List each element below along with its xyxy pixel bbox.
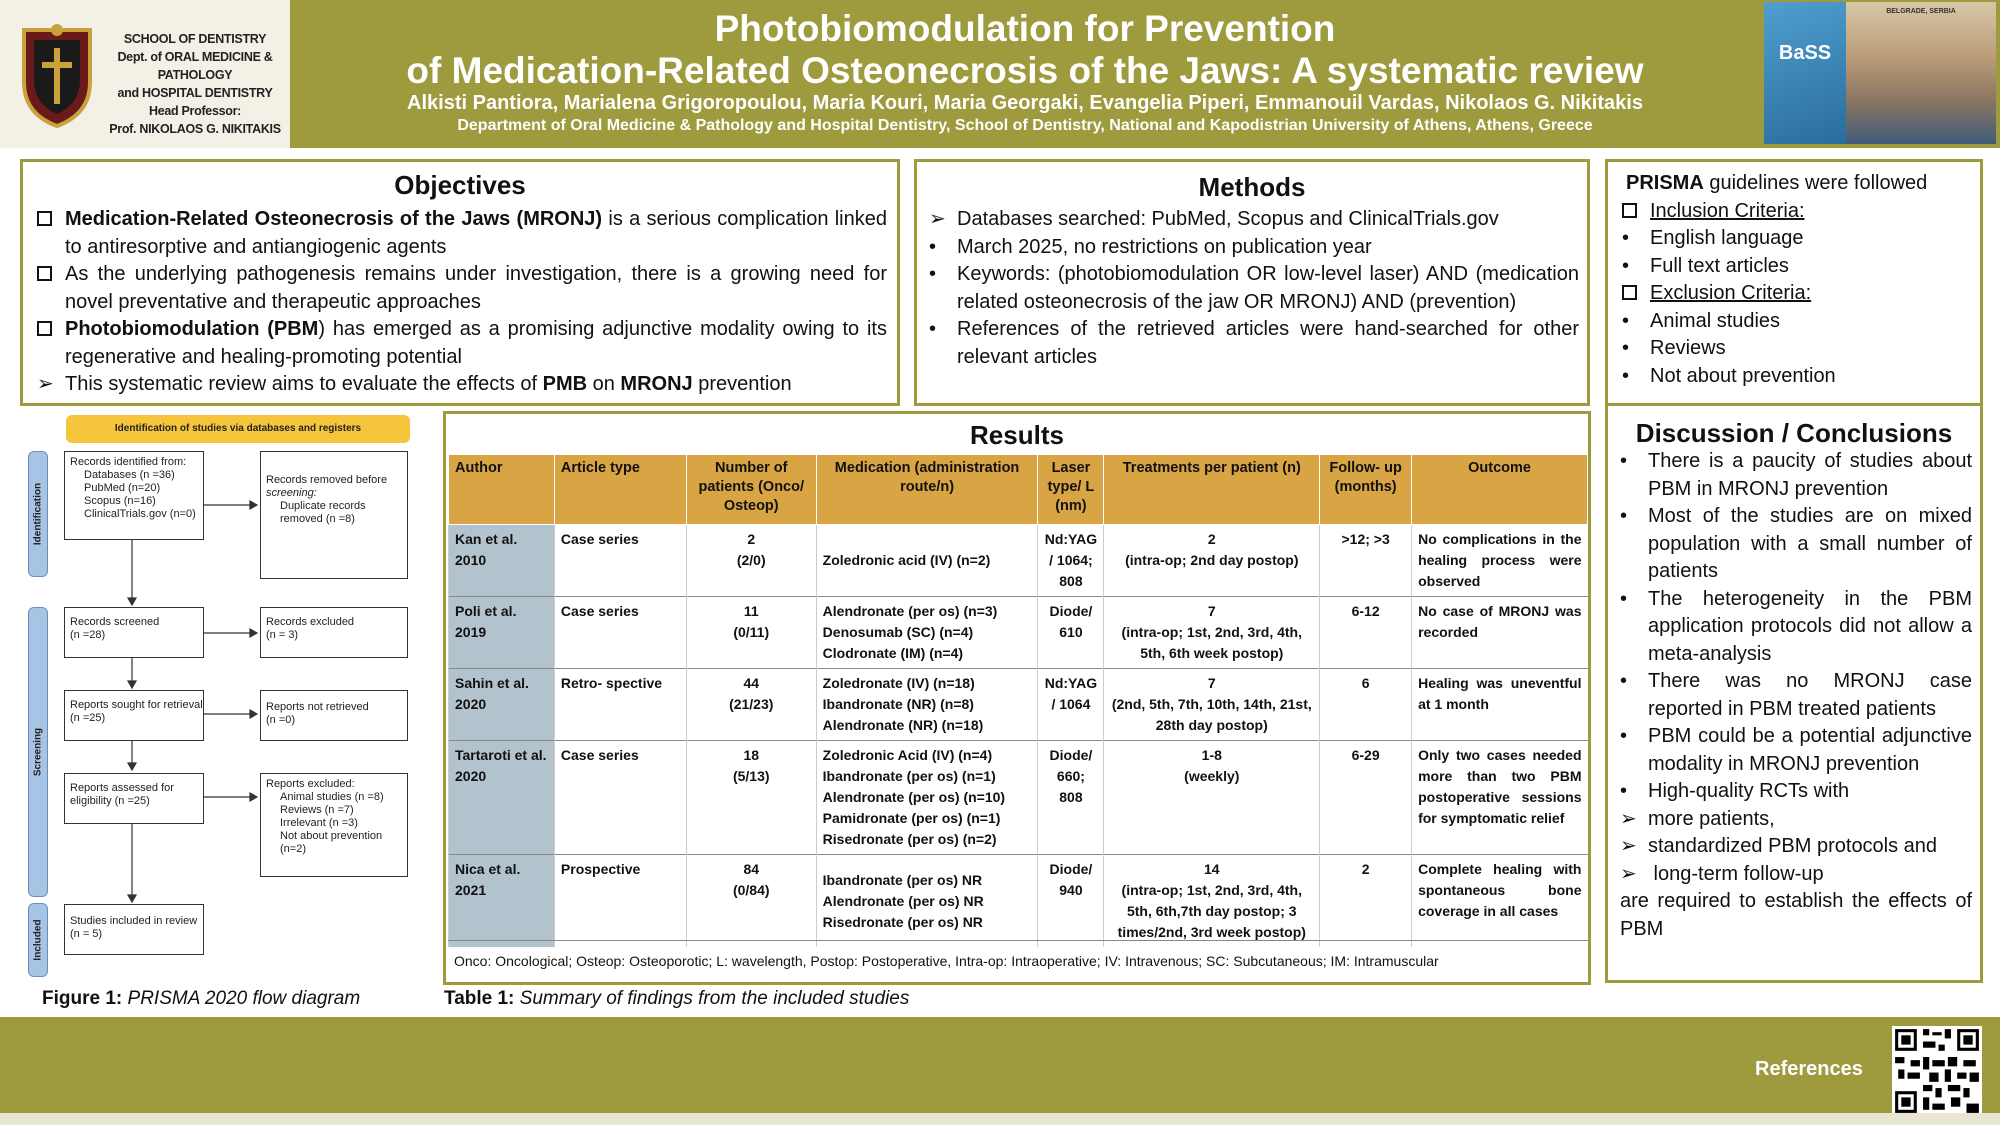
bullet-icon: • bbox=[1620, 505, 1628, 527]
col-patients: Number of patients (Onco/ Osteop) bbox=[686, 455, 816, 525]
arrow-icon: ➢ bbox=[1620, 835, 1637, 857]
records-removed-box: Records removed before screening: Duplicate records removed (n =8) bbox=[260, 451, 408, 579]
bullet-icon: • bbox=[1622, 337, 1630, 359]
cell-outcome: No complications in the healing process were observed bbox=[1412, 525, 1588, 597]
cell-outcome: Complete healing with spontaneous bone coverage in all cases bbox=[1412, 855, 1588, 948]
list-item: are required to establish the effects of PBM bbox=[1620, 890, 1972, 940]
col-treatments: Treatments per patient (n) bbox=[1104, 455, 1320, 525]
cell-type: Case series bbox=[554, 741, 686, 855]
col-outcome: Outcome bbox=[1412, 455, 1588, 525]
list-item: • English language bbox=[1622, 225, 1972, 253]
reports-sought-box: Reports sought for retrieval (n =25) bbox=[64, 690, 204, 741]
cell-laser: Diode/ 660; 808 bbox=[1038, 741, 1104, 855]
records-screened-box: Records screened (n =28) bbox=[64, 607, 204, 658]
records-identified-box: Records identified from: Databases (n =36) PubMed (n=20) Scopus (n=16) ClinicalTrials.gov (n=0) bbox=[64, 451, 204, 540]
checkbox-square-icon bbox=[37, 266, 52, 281]
cell-laser: Nd:YAG / 1064; 808 bbox=[1038, 525, 1104, 597]
prisma-criteria-panel bbox=[1605, 159, 1983, 406]
checkbox-square-icon bbox=[1622, 203, 1637, 218]
cell-medication: Ibandronate (per os) NR Alendronate (per os) NR Risedronate (per os) NR bbox=[816, 855, 1038, 948]
cell-author: Kan et al. 2010 bbox=[449, 525, 555, 597]
list-item: ➢ This systematic review aims to evaluate the effects of PMB on MRONJ prevention bbox=[37, 371, 887, 399]
affiliation: Department of Oral Medicine & Pathology and Hospital Dentistry, School of Dentistry, National and Kapodistrian University of Athens, Athens, Greece bbox=[457, 117, 1593, 134]
list-item: • Not about prevention bbox=[1622, 363, 1972, 391]
list-item: • Keywords: (photobiomodulation OR low-level laser) AND (medication related osteonecrosis of the jaw OR MRONJ) AND (prevention) bbox=[929, 263, 1579, 313]
cell-type: Case series bbox=[554, 597, 686, 669]
cell-treatments: 14 (intra-op; 1st, 2nd, 3rd, 4th, 5th, 6th,7th day postop; 3 times/2nd, 3rd week postop) bbox=[1104, 855, 1320, 948]
list-item: ➢ standardized PBM protocols and bbox=[1620, 833, 1972, 861]
references-link[interactable]: References bbox=[1755, 1058, 1863, 1080]
conference-logo bbox=[1764, 2, 1996, 144]
cell-author: Nica et al. 2021 bbox=[449, 855, 555, 948]
bullet-icon: • bbox=[1620, 780, 1628, 802]
cell-type: Prospective bbox=[554, 855, 686, 948]
results-title: Results bbox=[970, 420, 1064, 450]
bullet-icon: • bbox=[1620, 725, 1628, 747]
authors: Alkisti Pantiora, Marialena Grigoropoulou, Maria Kouri, Maria Georgaki, Evangelia Piperi, Emmanouil Vardas, Nikolaos G. Nikitakis bbox=[407, 92, 1643, 114]
bullet-icon: • bbox=[929, 318, 937, 340]
cell-outcome: No case of MRONJ was recorded bbox=[1412, 597, 1588, 669]
school-logo-area bbox=[0, 0, 290, 148]
title-block bbox=[290, 0, 1760, 148]
studies-included-box: Studies included in review (n = 5) bbox=[64, 904, 204, 955]
cell-patients: 18 (5/13) bbox=[686, 741, 816, 855]
methods-list bbox=[929, 206, 1579, 371]
cell-followup: 2 bbox=[1320, 855, 1412, 948]
list-item: • The heterogeneity in the PBM application protocols did not allow a meta-analysis bbox=[1620, 587, 1972, 665]
cell-followup: 6 bbox=[1320, 669, 1412, 741]
criteria-list bbox=[1622, 170, 1972, 390]
table-row bbox=[449, 741, 1588, 855]
cell-medication: Zoledronic acid (IV) (n=2) bbox=[816, 525, 1038, 597]
list-item: Medication-Related Osteonecrosis of the Jaws (MRONJ) is a serious complication linked to antiresorptive and antiangiogenic agents bbox=[37, 206, 887, 261]
school-name: SCHOOL OF DENTISTRY Dept. of ORAL MEDICINE & PATHOLOGY and HOSPITAL DENTISTRY Head Professor: Prof. NIKOLAOS G. NIKITAKIS bbox=[109, 32, 281, 136]
methods-title: Methods bbox=[1198, 172, 1306, 202]
col-article-type: Article type bbox=[554, 455, 686, 525]
poster-footer bbox=[0, 1017, 2000, 1125]
bullet-icon: • bbox=[929, 235, 937, 258]
bottom-strip bbox=[0, 1113, 2000, 1125]
bullet-icon: • bbox=[1620, 450, 1628, 472]
conference-banner: BELGRADE, SERBIA bbox=[1886, 8, 1956, 15]
cell-author: Sahin et al. 2020 bbox=[449, 669, 555, 741]
methods-panel bbox=[914, 159, 1590, 406]
university-crest-icon bbox=[14, 22, 100, 130]
objectives-list bbox=[37, 206, 887, 399]
cell-laser: Diode/ 610 bbox=[1038, 597, 1104, 669]
table-abbreviations: Onco: Oncological; Osteop: Osteoporotic; L: wavelength, Postop: Postoperative, Intra-op: Intraoperative; IV: Intravenous; SC: Subcutaneous; IM: Intramuscular bbox=[448, 940, 1588, 982]
records-excluded-box: Records excluded (n = 3) bbox=[260, 607, 408, 658]
cell-author: Tartaroti et al. 2020 bbox=[449, 741, 555, 855]
prisma-intro: PRISMA guidelines were followed bbox=[1626, 172, 1928, 194]
list-item: • High-quality RCTs with bbox=[1620, 778, 1972, 806]
list-item: • Full text articles bbox=[1622, 253, 1972, 281]
bullet-icon: • bbox=[1622, 227, 1630, 249]
inclusion-heading: Inclusion Criteria: bbox=[1622, 198, 1972, 226]
cell-patients: 11 (0/11) bbox=[686, 597, 816, 669]
bass-logo-text: BaSS bbox=[1778, 42, 1832, 64]
cell-followup: 6-12 bbox=[1320, 597, 1412, 669]
cell-medication: Zoledronate (IV) (n=18) Ibandronate (NR) (n=8) Alendronate (NR) (n=18) bbox=[816, 669, 1038, 741]
poster-title-line1: Photobiomodulation for Prevention bbox=[714, 8, 1336, 49]
objectives-title: Objectives bbox=[394, 170, 526, 200]
cell-treatments: 7 (2nd, 5th, 7th, 10th, 14th, 21st, 28th day postop) bbox=[1104, 669, 1320, 741]
stage-screening: Screening bbox=[28, 607, 48, 897]
table-caption: Table 1: Summary of findings from the included studies bbox=[444, 988, 910, 1009]
cell-type: Retro- spective bbox=[554, 669, 686, 741]
poster-header bbox=[0, 0, 2000, 148]
cell-treatments: 7 (intra-op; 1st, 2nd, 3rd, 4th, 5th, 6th week postop) bbox=[1104, 597, 1320, 669]
checkbox-square-icon bbox=[37, 321, 52, 336]
cell-medication: Alendronate (per os) (n=3) Denosumab (SC) (n=4) Clodronate (IM) (n=4) bbox=[816, 597, 1038, 669]
bullet-icon: • bbox=[1620, 670, 1628, 692]
results-panel bbox=[443, 411, 1591, 985]
list-item: • Most of the studies are on mixed population with a small number of patients bbox=[1620, 505, 1972, 582]
list-item: • Animal studies bbox=[1622, 308, 1972, 336]
col-laser: Laser type/ L (nm) bbox=[1038, 455, 1104, 525]
figure-caption: Figure 1: PRISMA 2020 flow diagram bbox=[42, 988, 361, 1009]
checkbox-square-icon bbox=[1622, 285, 1637, 300]
reports-excluded-box: Reports excluded: Animal studies (n =8) Reviews (n =7) Irrelevant (n =3) Not about prevention (n=2) bbox=[260, 773, 408, 877]
arrow-icon: ➢ bbox=[929, 208, 946, 230]
cell-followup: >12; >3 bbox=[1320, 525, 1412, 597]
bullet-icon: • bbox=[1622, 309, 1630, 332]
poster-title-line2: of Medication-Related Osteonecrosis of the Jaws: A systematic review bbox=[406, 50, 1644, 91]
results-table bbox=[448, 454, 1588, 947]
stage-included: Included bbox=[28, 903, 48, 977]
list-item: • There is a paucity of studies about PBM in MRONJ prevention bbox=[1620, 450, 1972, 500]
cell-outcome: Healing was uneventful at 1 month bbox=[1412, 669, 1588, 741]
cell-laser: Nd:YAG / 1064 bbox=[1038, 669, 1104, 741]
list-item: • Reviews bbox=[1622, 335, 1972, 363]
bullet-icon: • bbox=[1622, 254, 1630, 277]
discussion-list bbox=[1620, 448, 1972, 943]
cell-laser: Diode/ 940 bbox=[1038, 855, 1104, 948]
list-item: ➢ more patients, bbox=[1620, 806, 1972, 834]
cell-treatments: 2 (intra-op; 2nd day postop) bbox=[1104, 525, 1320, 597]
arrow-icon: ➢ bbox=[1620, 862, 1637, 885]
exclusion-heading: Exclusion Criteria: bbox=[1622, 280, 1972, 308]
objectives-panel bbox=[20, 159, 900, 406]
list-item: • References of the retrieved articles were hand-searched for other relevant articles bbox=[929, 318, 1579, 368]
discussion-title: Discussion / Conclusions bbox=[1635, 418, 1953, 448]
flow-header: Identification of studies via databases and registers bbox=[66, 415, 410, 443]
arrow-icon: ➢ bbox=[1620, 807, 1637, 830]
list-item: Photobiomodulation (PBM) has emerged as a promising adjunctive modality owing to its regenerative and healing-promoting potential bbox=[37, 316, 887, 371]
cell-patients: 84 (0/84) bbox=[686, 855, 816, 948]
table-header-row bbox=[449, 455, 1588, 525]
list-item: ➢ Databases searched: PubMed, Scopus and ClinicalTrials.gov bbox=[929, 206, 1579, 234]
prisma-flow-diagram bbox=[22, 411, 420, 985]
col-medication: Medication (administration route/n) bbox=[816, 455, 1038, 525]
list-item: As the underlying pathogenesis remains under investigation, there is a growing need for novel preventative and therapeutic approaches bbox=[37, 261, 887, 316]
cell-patients: 44 (21/23) bbox=[686, 669, 816, 741]
bullet-icon: • bbox=[929, 263, 937, 285]
cell-outcome: Only two cases needed more than two PBM postoperative sessions for symptomatic relief bbox=[1412, 741, 1588, 855]
bass-logo-panel bbox=[1764, 2, 1846, 144]
list-item: • March 2025, no restrictions on publication year bbox=[929, 234, 1579, 262]
cell-treatments: 1-8 (weekly) bbox=[1104, 741, 1320, 855]
table-row bbox=[449, 855, 1588, 948]
col-followup: Follow- up (months) bbox=[1320, 455, 1412, 525]
qr-code-icon[interactable] bbox=[1892, 1026, 1982, 1116]
reports-assessed-box: Reports assessed for eligibility (n =25) bbox=[64, 773, 204, 824]
table-row bbox=[449, 669, 1588, 741]
bullet-icon: • bbox=[1620, 587, 1628, 610]
arrow-icon: ➢ bbox=[37, 373, 54, 395]
discussion-panel bbox=[1605, 403, 1983, 983]
col-author: Author bbox=[449, 455, 555, 525]
checkbox-square-icon bbox=[37, 211, 52, 226]
table-row bbox=[449, 525, 1588, 597]
reports-not-retrieved-box: Reports not retrieved (n =0) bbox=[260, 690, 408, 741]
cell-patients: 2 (2/0) bbox=[686, 525, 816, 597]
list-item: • PBM could be a potential adjunctive modality in MRONJ prevention bbox=[1620, 725, 1972, 775]
conference-city-image bbox=[1846, 2, 1996, 144]
stage-identification: Identification bbox=[28, 451, 48, 577]
cell-author: Poli et al. 2019 bbox=[449, 597, 555, 669]
cell-type: Case series bbox=[554, 525, 686, 597]
list-item: ➢ long-term follow-up bbox=[1620, 861, 1972, 889]
table-row bbox=[449, 597, 1588, 669]
list-item: • There was no MRONJ case reported in PBM treated patients bbox=[1620, 670, 1972, 720]
bullet-icon: • bbox=[1622, 364, 1630, 387]
cell-medication: Zoledronic Acid (IV) (n=4) Ibandronate (per os) (n=1) Alendronate (per os) (n=10) Pamidronate (per os) (n=1) Risedronate (per os) (n=2) bbox=[816, 741, 1038, 855]
cell-followup: 6-29 bbox=[1320, 741, 1412, 855]
